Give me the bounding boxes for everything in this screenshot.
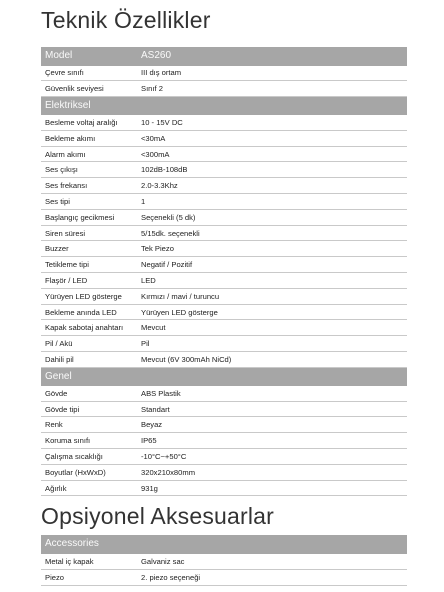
spec-label: Dahili pil (41, 352, 137, 368)
spec-label: Güvenlik seviyesi (41, 81, 137, 97)
spec-label: Renk (41, 417, 137, 433)
accessories-title: Opsiyonel Aksesuarlar (41, 503, 275, 529)
spec-value: 5/15dk. seçenekli (137, 225, 407, 241)
accessory-row (41, 569, 407, 585)
spec-value: 320x210x80mm (137, 464, 407, 480)
table-row (41, 385, 407, 401)
spec-value: Beyaz (137, 417, 407, 433)
spec-label: Ses çıkışı (41, 162, 137, 178)
spec-label: Ses frekansı (41, 178, 137, 194)
spec-value: <300mA (137, 146, 407, 162)
table-row (41, 480, 407, 496)
spec-value: Mevcut (137, 320, 407, 336)
header-label: Model (41, 47, 137, 65)
section-title: Elektriksel (41, 97, 407, 115)
spec-label: Bekleme akımı (41, 130, 137, 146)
spec-label: Bekleme anında LED (41, 304, 137, 320)
spec-value: Yürüyen LED gösterge (137, 304, 407, 320)
spec-value: 1 (137, 194, 407, 210)
spec-value: ABS Plastik (137, 385, 407, 401)
spec-label: Alarm akımı (41, 146, 137, 162)
spec-label: Kapak sabotaj anahtarı (41, 320, 137, 336)
specs-title: Teknik Özellikler (41, 7, 211, 33)
table-row (41, 130, 407, 146)
spec-value: Seçenekli (5 dk) (137, 209, 407, 225)
table-row (41, 241, 407, 257)
spec-label: Çalışma sıcaklığı (41, 449, 137, 465)
spec-value: 931g (137, 480, 407, 496)
spec-label: Gövde (41, 385, 137, 401)
spec-value: Kırmızı / mavi / turuncu (137, 288, 407, 304)
spec-value: <30mA (137, 130, 407, 146)
table-row (41, 433, 407, 449)
spec-value: Galvaniz sac (137, 553, 407, 569)
table-row (41, 417, 407, 433)
spec-label: Boyutlar (HxWxD) (41, 464, 137, 480)
section-title: Genel (41, 367, 407, 385)
spec-value: 2.0-3.3Khz (137, 178, 407, 194)
spec-label: Çevre sınıfı (41, 65, 137, 81)
spec-label: Ses tipi (41, 194, 137, 210)
table-row (41, 146, 407, 162)
table-row (41, 304, 407, 320)
spec-value: 102dB-108dB (137, 162, 407, 178)
spec-label: Koruma sınıfı (41, 433, 137, 449)
section-header-general (41, 367, 407, 385)
accessory-table-header (41, 535, 407, 553)
table-row (41, 449, 407, 465)
spec-label: Metal iç kapak (41, 553, 137, 569)
spec-label: Gövde tipi (41, 401, 137, 417)
spec-label: Ağırlık (41, 480, 137, 496)
table-row (41, 162, 407, 178)
spec-label: Başlangıç gecikmesi (41, 209, 137, 225)
spec-value: III dış ortam (137, 65, 407, 81)
spec-value: Sınıf 2 (137, 81, 407, 97)
spec-value: Negatif / Pozitif (137, 257, 407, 273)
table-row (41, 178, 407, 194)
section-header-electrical (41, 97, 407, 115)
table-row (41, 401, 407, 417)
spec-value: 2. piezo seçeneği (137, 569, 407, 585)
table-row (41, 115, 407, 131)
spec-value: Standart (137, 401, 407, 417)
accessory-table (41, 535, 407, 586)
accessory-row (41, 553, 407, 569)
table-row (41, 225, 407, 241)
table-row (41, 81, 407, 97)
spec-label: Siren süresi (41, 225, 137, 241)
table-row (41, 464, 407, 480)
spec-value: LED (137, 273, 407, 289)
table-row (41, 273, 407, 289)
table-row (41, 352, 407, 368)
table-row (41, 320, 407, 336)
spec-value: 10 - 15V DC (137, 115, 407, 131)
spec-value: Pil (137, 336, 407, 352)
accessory-header-label: Accessories (41, 535, 407, 553)
spec-table-header (41, 47, 407, 65)
table-row (41, 336, 407, 352)
spec-label: Tetikleme tipi (41, 257, 137, 273)
spec-value: Tek Piezo (137, 241, 407, 257)
header-value: AS260 (137, 47, 407, 65)
table-row (41, 209, 407, 225)
spec-label: Flaşör / LED (41, 273, 137, 289)
spec-value: Mevcut (6V 300mAh NiCd) (137, 352, 407, 368)
table-row (41, 65, 407, 81)
spec-table (41, 47, 407, 496)
table-row (41, 257, 407, 273)
spec-label: Buzzer (41, 241, 137, 257)
table-row (41, 194, 407, 210)
spec-value: IP65 (137, 433, 407, 449)
spec-label: Piezo (41, 569, 137, 585)
spec-label: Yürüyen LED gösterge (41, 288, 137, 304)
spec-value: -10°C~+50°C (137, 449, 407, 465)
spec-label: Besleme voltaj aralığı (41, 115, 137, 131)
spec-label: Pil / Akü (41, 336, 137, 352)
table-row (41, 288, 407, 304)
